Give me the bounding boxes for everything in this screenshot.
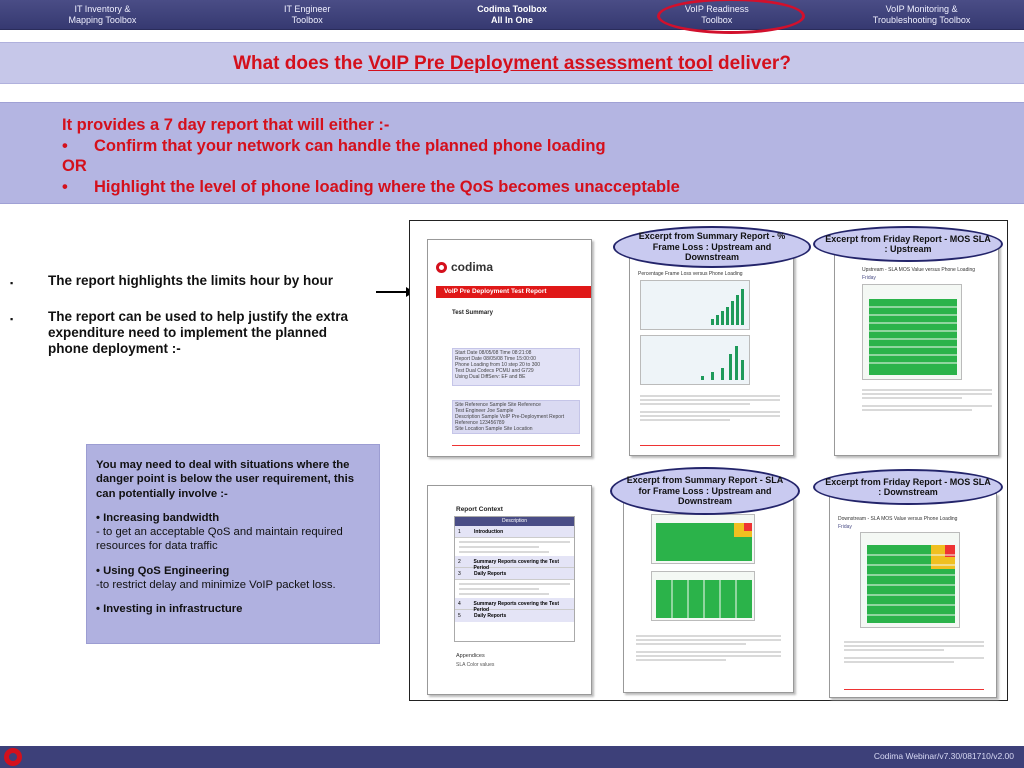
table-cell: Daily Reports [474, 613, 507, 619]
info-item-title: • Increasing bandwidth [96, 511, 220, 524]
square-bullet-icon: ▪ [10, 278, 14, 288]
doc-header: Downstream - SLA MOS Value versus Phone Loading [838, 516, 958, 522]
bar-chart-icon [641, 336, 751, 386]
table-cell: Daily Reports [474, 571, 507, 577]
table-cell: Test Engineer Joe Sample [455, 408, 514, 414]
top-navigation [0, 0, 1024, 30]
stacked-bar-chart-icon [863, 285, 963, 381]
tab-it-inventory[interactable] [0, 0, 205, 29]
tab-line: Toolbox [291, 14, 323, 25]
mos-downstream-chart [860, 532, 960, 628]
doc-subheader: Friday [838, 524, 852, 530]
info-item-title: • Investing in infrastructure [96, 603, 243, 616]
title-underlined: VoIP Pre Deployment assessment tool [368, 53, 713, 74]
summary-line: It provides a 7 day report that will either :- [62, 116, 390, 134]
table-cell: 5 [458, 613, 461, 619]
table-cell: Test Dual Codecs PCMU and G729 [455, 368, 534, 374]
report-excerpts-frame [409, 220, 1008, 701]
tab-line: Toolbox [701, 14, 733, 25]
test-summary-heading: Test Summary [452, 310, 493, 316]
table-cell: Summary Reports covering the Test Period [473, 601, 560, 613]
tab-voip-monitoring[interactable] [819, 0, 1024, 29]
bullet-text: Confirm that your network can handle the planned phone loading [94, 136, 606, 155]
tab-line: All In One [490, 14, 533, 25]
downstream-chart [640, 335, 750, 385]
stacked-bar-chart-icon [861, 533, 961, 629]
context-table [454, 516, 575, 642]
table-cell: Site Reference Sample Site Reference [455, 402, 541, 408]
tab-line: Codima Toolbox [477, 4, 547, 14]
info-intro: You may need to deal with situations where the danger point is below the user requirement, this can potentially involve :- [96, 459, 354, 500]
stacked-bar-chart-icon [652, 572, 756, 622]
table-cell: Reference 123456789 [455, 420, 505, 426]
summary-band [0, 102, 1024, 204]
square-bullet-icon: ▪ [10, 314, 14, 324]
table-header: Description [455, 517, 574, 526]
footer-text: Codima Webinar/v7.30/081710/v2.00 [873, 751, 1014, 761]
page-title [0, 43, 1024, 85]
bullet-marker: • [62, 136, 68, 155]
title-band [0, 42, 1024, 84]
table-cell: 3 [458, 571, 461, 577]
bullet-marker: • [62, 177, 68, 196]
tab-line: Mapping Toolbox [68, 14, 137, 25]
sla-upstream-chart [651, 514, 755, 564]
list-item-text: The report highlights the limits hour by hour [48, 273, 333, 288]
appendices-heading: Appendices [456, 653, 485, 659]
doc-subheader: Friday [862, 275, 876, 281]
doc-header: Upstream - SLA MOS Value versus Phone Loading [862, 267, 976, 273]
tab-line: Troubleshooting Toolbox [872, 14, 971, 25]
callout-summary-frame-loss: Excerpt from Summary Report - % Frame Loss : Upstream and Downstream [613, 226, 811, 268]
doc-header: Percentage Frame Loss versus Phone Loading [638, 271, 743, 277]
table-cell: Using Dual DiffServ: EF and BE [455, 374, 526, 380]
divider [452, 445, 580, 446]
callout-friday-mos-upstream: Excerpt from Friday Report - MOS SLA : Upstream [813, 226, 1003, 262]
table-cell: Report Date 08/05/08 Time 15:00:00 [455, 356, 536, 362]
table-row [455, 610, 574, 622]
tab-line: IT Engineer [284, 4, 331, 14]
callout-friday-mos-downstream: Excerpt from Friday Report - MOS SLA : Downstream [813, 469, 1003, 505]
list-item-text: The report can be used to help justify the extra expenditure need to implement the planned phone deployment :- [48, 309, 349, 356]
table-cell: 1 [458, 529, 461, 535]
logo-text: codima [451, 260, 494, 274]
table-cell: 4 [458, 601, 461, 607]
table-cell: Summary Reports covering the Test Period [473, 559, 560, 571]
tab-it-engineer[interactable] [205, 0, 410, 29]
tab-codima-toolbox[interactable] [410, 0, 615, 29]
table-row [455, 556, 574, 571]
info-item-body: - to get an acceptable QoS and maintain required resources for data traffic [96, 526, 343, 553]
tab-line: IT Inventory & [74, 4, 131, 14]
list-item [10, 273, 380, 291]
report-banner: VoIP Pre Deployment Test Report [436, 286, 592, 298]
report-context-page [427, 485, 592, 695]
summary-bullet [62, 177, 1024, 198]
table-cell: Introduction [474, 529, 504, 535]
info-item-body: -to restrict delay and minimize VoIP packet loss. [96, 579, 336, 592]
logo-icon [436, 262, 447, 273]
table-cell: Phone Loading from 10 step 20 to 300 [455, 362, 541, 368]
title-prefix: What does the [233, 53, 369, 74]
mos-upstream-chart [862, 284, 962, 380]
callout-summary-sla: Excerpt from Summary Report - SLA for Frame Loss : Upstream and Downstream [610, 467, 800, 515]
left-bullet-list [10, 273, 380, 375]
summary-table [452, 348, 580, 386]
summary-frame-loss-page [629, 254, 794, 456]
friday-upstream-page [834, 241, 999, 456]
upstream-chart [640, 280, 750, 330]
tab-line: VoIP Monitoring & [885, 4, 958, 14]
report-context-heading: Report Context [456, 506, 503, 513]
friday-downstream-page [829, 493, 997, 698]
footer-bar [0, 746, 1024, 768]
appendix-item: SLA Color values [456, 662, 495, 668]
info-box [86, 444, 380, 644]
list-item [10, 309, 380, 357]
divider [640, 445, 780, 446]
sla-downstream-chart [651, 571, 755, 621]
stacked-bar-chart-icon [652, 515, 756, 565]
summary-sla-page [623, 497, 794, 693]
table-cell: Description Sample VoIP Pre-Deployment Report [455, 414, 565, 420]
table-row [455, 598, 574, 613]
table-cell: 2 [458, 559, 461, 565]
codima-logo [436, 260, 493, 274]
table-cell: Start Date 08/05/08 Time 08:21:08 [455, 350, 532, 356]
info-table [452, 400, 580, 434]
table-row [455, 526, 574, 538]
bullet-text: Highlight the level of phone loading where the QoS becomes unacceptable [94, 177, 680, 196]
table-cell: Site Location Sample Site Location [455, 426, 533, 432]
divider [844, 689, 984, 690]
summary-or: OR [62, 157, 87, 175]
tab-voip-readiness[interactable] [614, 0, 819, 29]
info-item-title: • Using QoS Engineering [96, 564, 230, 577]
bar-chart-icon [641, 281, 751, 331]
tab-line: VoIP Readiness [684, 4, 749, 14]
summary-bullet [62, 136, 1024, 157]
report-cover-page [427, 239, 592, 457]
title-suffix: deliver? [712, 53, 791, 74]
codima-logo-icon [4, 748, 22, 766]
table-row [455, 568, 574, 580]
